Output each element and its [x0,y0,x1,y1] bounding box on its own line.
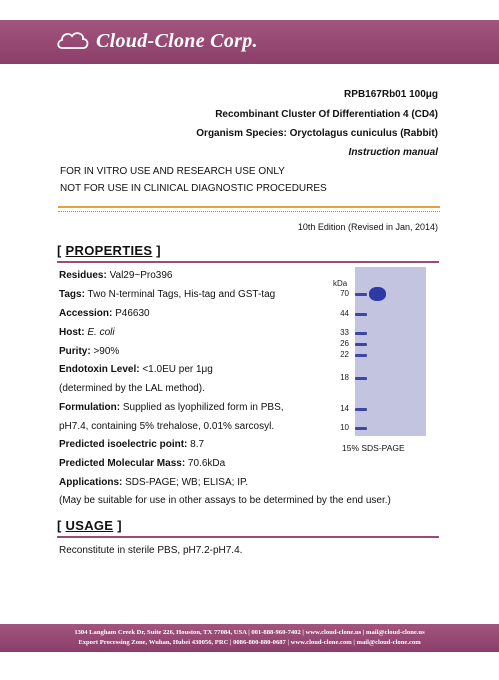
marker-label-33: 33 [340,328,349,337]
clinical-use-notice: NOT FOR USE IN CLINICAL DIAGNOSTIC PROCEDURES [60,183,327,194]
research-use-notice: FOR IN VITRO USE AND RESEARCH USE ONLY [60,166,285,177]
property-value: Val29~Pro396 [106,270,173,281]
marker-band [355,293,367,296]
marker-label-14: 14 [340,404,349,413]
property-value: 8.7 [187,439,205,450]
property-purity [59,346,119,357]
divider-orange [58,206,440,208]
property-value: >90% [90,346,120,357]
brand-name: Cloud-Clone Corp. [96,29,258,52]
property-value: P46630 [112,308,150,319]
footer [0,624,499,652]
marker-band [355,377,367,380]
marker-band [355,332,367,335]
usage-heading-word: USAGE [65,518,114,533]
section-divider [57,261,439,263]
marker-band [355,427,367,430]
property-label: Purity: [59,346,91,357]
marker-band [355,354,367,357]
gel-caption: 15% SDS-PAGE [342,443,405,453]
property-value: Supplied as lyophilized form in PBS, [120,402,284,413]
section-divider [57,536,439,538]
property-endotoxin-note [59,383,205,394]
property-formulation [59,402,284,413]
property-residues [59,270,173,281]
property-value: SDS-PAGE; WB; ELISA; IP. [122,477,249,488]
property-accession [59,308,150,319]
marker-label-70: 70 [340,289,349,298]
sds-page-gel-image [355,267,426,436]
usage-heading [57,518,122,533]
cloud-icon [56,28,90,54]
document-type: Instruction manual [348,147,438,158]
property-value: (May be suitable for use in other assays to be determined by the end user.) [59,495,391,506]
marker-band [355,343,367,346]
property-value: Two N-terminal Tags, His-tag and GST-tag [84,289,276,300]
property-endotoxin [59,364,213,375]
footer-address-us: 1304 Langham Creek Dr, Suite 226, Houston, TX 77084, USA | 001-888-960-7402 | www.cloud-clone.us | mail@cloud-clone.us [74,629,425,636]
property-host [59,327,115,338]
property-label: Tags: [59,289,85,300]
usage-text: Reconstitute in sterile PBS, pH7.2-pH7.4. [59,545,243,556]
property-label: Accession: [59,308,113,319]
header [0,0,499,76]
property-value: E. coli [84,327,115,338]
property-label: Endotoxin Level: [59,364,140,375]
property-label: Applications: [59,477,123,488]
marker-band [355,313,367,316]
property-molecular-mass [59,458,225,469]
bracket-open: [ [57,518,66,533]
bracket-close: ] [113,518,122,533]
property-label: Predicted Molecular Mass: [59,458,186,469]
property-label: Predicted isoelectric point: [59,439,188,450]
bracket-open: [ [57,243,66,258]
property-tags [59,289,275,300]
marker-band [355,408,367,411]
organism-species: Organism Species: Oryctolagus cuniculus (Rabbit) [196,128,438,139]
property-applications [59,477,248,488]
marker-label-18: 18 [340,373,349,382]
sample-band [369,287,386,301]
edition-note: 10th Edition (Revised in Jan, 2014) [297,222,438,232]
divider-dotted [58,211,440,212]
marker-label-22: 22 [340,350,349,359]
gel-unit-label: kDa [333,279,348,288]
marker-label-26: 26 [340,339,349,348]
property-value: <1.0EU per 1μg [139,364,213,375]
property-value: 70.6kDa [185,458,226,469]
property-formulation-cont [59,421,274,432]
properties-heading [57,243,161,258]
footer-address-cn: Export Processing Zone, Wuhan, Hubei 430056, PRC | 0086-800-880-0687 | www.cloud-clone.com | mail@cloud-clone.com [78,639,421,646]
product-name: Recombinant Cluster Of Differentiation 4 (CD4) [215,109,438,120]
property-value: pH7.4, containing 5% trehalose, 0.01% sarcosyl. [59,421,275,432]
brand-logo [56,26,258,56]
properties-heading-word: PROPERTIES [65,243,153,258]
property-value: (determined by the LAL method). [59,383,205,394]
catalog-number: RPB167Rb01 100μg [344,89,438,100]
property-label: Residues: [59,270,107,281]
property-isoelectric-point [59,439,204,450]
property-applications-note [59,495,391,506]
marker-label-10: 10 [340,423,349,432]
bracket-close: ] [152,243,161,258]
property-label: Host: [59,327,85,338]
property-label: Formulation: [59,402,121,413]
marker-label-44: 44 [340,309,349,318]
